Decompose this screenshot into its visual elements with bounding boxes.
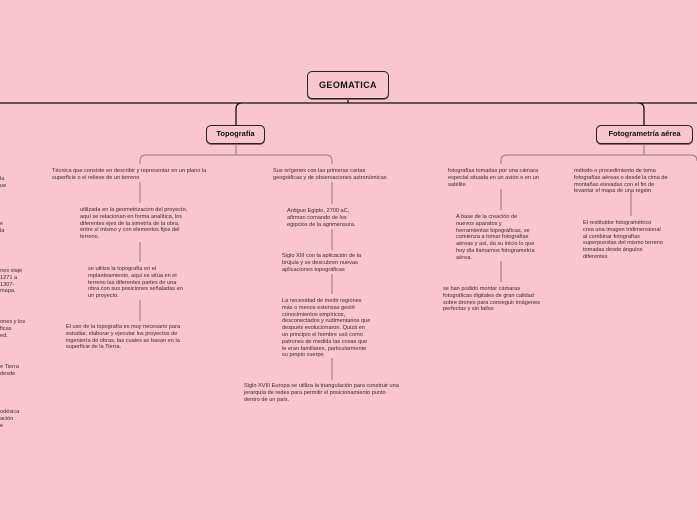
- topografia-connector: [236, 103, 242, 125]
- left-clipped-text-3[interactable]: nes viaje 1271 a 1307- mapa.: [0, 268, 23, 295]
- fotogrametria-metodo[interactable]: método o procedimiento de toma fotografías aéreas o desde la cima de montañas elevadas con el fin de levantar el mapa de una región: [574, 168, 668, 195]
- origenes-medir-regiones[interactable]: La necesidad de medir regiones más o menos extensas gestó conocimientos empíricos, desconectados y rudimentarios que después evolucionaron. Quizá en un principio el hombre usó como patrones de medida las cosas que le eran familiares, particularmente su propio cuerpo: [282, 298, 371, 359]
- topografia-geometrizacion[interactable]: utilizada en la geometrizacion del proyecto, aquí se relacionan en forma analítica, los diferentes ejes de la simetría de la obra, entre sí mismo y con elementos fijos del terreno.: [80, 207, 188, 241]
- origenes-siglo-xviii[interactable]: Siglo XVIII Europa se utiliza la triangulación para construir una jerarquía de redes para permitir el posicionamiento punto dentro de un país.: [244, 383, 399, 403]
- topic-fotogrametria[interactable]: Fotogrametría aérea: [596, 125, 693, 144]
- fotogrametria-connector: [638, 103, 644, 125]
- left-clipped-text-4[interactable]: ones y los ficas ed.: [0, 319, 26, 339]
- topografia-branch: [140, 144, 332, 164]
- topic-topografia[interactable]: Topografía: [206, 125, 265, 144]
- left-clipped-text-2[interactable]: e la: [0, 221, 5, 234]
- left-clipped-text-6[interactable]: odésica ación e: [0, 409, 20, 429]
- topografia-uso[interactable]: El uso de la topografía es muy necesario para estudiar, elaborar y ejecutar los proyectos de ingeniería de obras, las cuales se basan en la superficie de la Tierra.: [66, 324, 181, 351]
- fotogrametria-branch: [501, 144, 697, 164]
- origenes-siglo-xiii[interactable]: Siglo XIII con la aplicación de la brújula y se descubren nuevas aplicaciones topográficas: [282, 253, 361, 273]
- topografia-origenes[interactable]: Sus orígenes con las primeras cartas geográficas y de observaciones astronómicas: [273, 168, 387, 181]
- fotogrametria-definition[interactable]: fotografías tomadas por una cámara especial situada en un avión o en un satélite: [448, 168, 539, 188]
- fotogrametria-drones[interactable]: se han podido montar cámaras fotográficas digitales de gran calidad sobre drones para conseguir imágenes perfectas y sin fallos: [443, 286, 541, 313]
- topografia-replanteamiento[interactable]: se utiliza la topografía en el replanteamiento, aquí se sitúa en el terreno las diferentes partes de una obra con sus posiciones señaladas en un proyecto.: [88, 266, 183, 300]
- main-connectors: [0, 99, 697, 125]
- fotogrametria-aparatos[interactable]: A base de la creación de nuevos aparatos y herramientas topográficas, se comienza a tomar fotografías aéreas y así, da su inicio lo que hoy día llamamos fotogrametría aérea.: [456, 214, 535, 261]
- left-clipped-text-1[interactable]: la ue: [0, 176, 7, 189]
- left-clipped-text-5[interactable]: e Tierra desde: [0, 364, 19, 377]
- topografia-definition[interactable]: Técnica que consiste en describir y representar en un plano la superficie o el relieve de un terreno: [52, 168, 207, 181]
- root-node[interactable]: GEOMATICA: [307, 71, 389, 99]
- origenes-egipto[interactable]: Antiguo Egipto, 2700 aC, afirman comando de los egipcios de la agrimensura.: [287, 208, 356, 228]
- fotogrametria-restituidor[interactable]: El restituidor fotogramétrico crea una imagen tridimensional al combinar fotografías superpuestas del mismo terreno tomadas desde ángulos diferentes: [583, 220, 663, 260]
